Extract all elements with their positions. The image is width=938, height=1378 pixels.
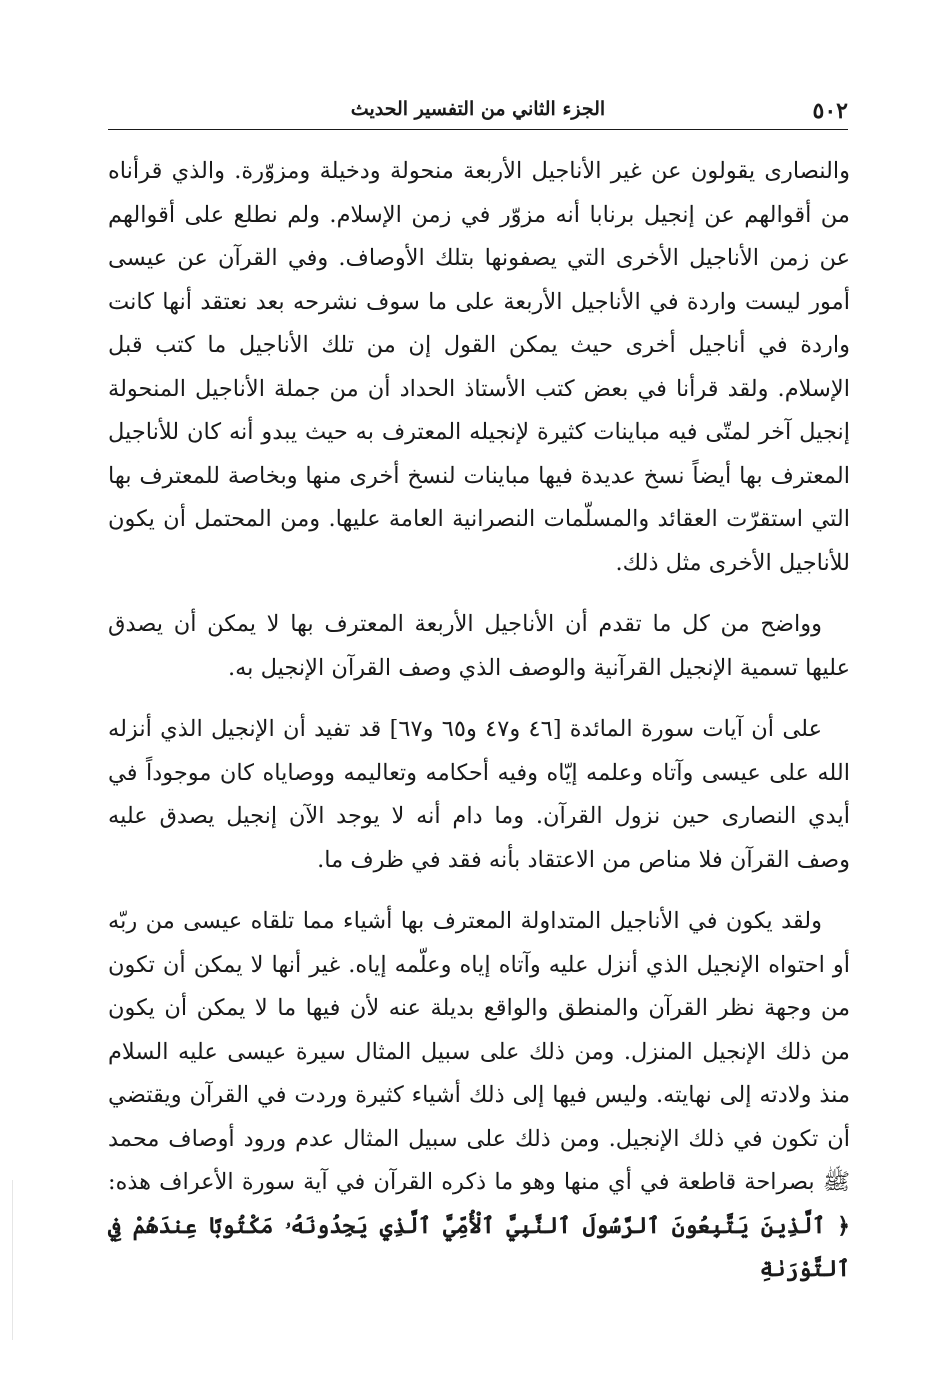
header-divider [108, 129, 848, 130]
body-text [108, 150, 850, 1310]
running-title: الجزء الثاني من التفسير الحديث [350, 98, 606, 120]
page-header [108, 92, 848, 128]
scan-margin-line [12, 1180, 13, 1340]
paragraph-4-text: ولقد يكون في الأناجيل المتداولة المعترف بها أشياء مما تلقاه عيسى من ربّه أو احتواه الإنجيل الذي أنزل عليه وآتاه إياه وعلّمه إياه. غير أنها لا يمكن أن تكون من وجهة نظر القرآن والمنطق والواقع بديلة عنه لأن فيها ما لا يمكن أن يكون من ذلك الإنجيل المنزل. ومن ذلك على سبيل المثال سيرة عيسى عليه السلام منذ ولادته إلى نهايته. وليس فيها إلى ذلك أشياء كثيرة وردت في القرآن ويقتضي أن تكون في ذلك الإنجيل. ومن ذلك على سبيل المثال عدم ورود أوصاف محمد ﷺ بصراحة قاطعة في أي منها وهو ما ذكره القرآن في آية سورة الأعراف هذه: [108, 908, 850, 1195]
paragraph-3: على أن آيات سورة المائدة [٤٦ و٤٧ و٦٥ و٦٧] قد تفيد أن الإنجيل الذي أنزله الله على عيسى وآتاه وعلمه إيّاه وفيه أحكامه وتعاليمه ووصاياه كان موجوداً في أيدي النصارى حين نزول القرآن. وما دام أنه لا يوجد الآن إنجيل يصدق عليه وصف القرآن فلا مناص من الاعتقاد بأنه فقد في ظرف ما. [108, 716, 850, 873]
paragraph-2: وواضح من كل ما تقدم أن الأناجيل الأربعة المعترف بها لا يمكن أن يصدق عليها تسمية الإنجيل القرآنية والوصف الذي وصف القرآن الإنجيل به. [108, 611, 850, 681]
paragraph-1: والنصارى يقولون عن غير الأناجيل الأربعة منحولة ودخيلة ومزوّرة. والذي قرأناه من أقوالهم عن إنجيل برنابا أنه مزوّر في زمن الإسلام. ولم نطلع على أقوالهم عن زمن الأناجيل الأخرى التي يصفونها بتلك الأوصاف. وفي القرآن عن عيسى أمور ليست واردة في الأناجيل الأربعة على ما سوف نشرحه بعد نعتقد أنها كانت واردة في أناجيل أخرى حيث يمكن القول إن من تلك الأناجيل ما كتب قبل الإسلام. ولقد قرأنا في بعض كتب الأستاذ الحداد أن من جملة الأناجيل المنحولة إنجيل آخر لمتّى فيه مباينات كثيرة لإنجيله المعترف به حيث يبدو أنه كان للأناجيل المعترف بها أيضاً نسخ عديدة فيها مباينات لنسخ أخرى منها وبخاصة للمعترف بها التي استقرّت العقائد والمسلّمات النصرانية العامة عليها. ومن المحتمل أن يكون للأناجيل الأخرى مثل ذلك. [108, 158, 850, 576]
quran-verse-fragment: ﴿ ٱلَّذِينَ يَتَّبِعُونَ ٱلرَّسُولَ ٱلنَّبِيَّ ٱلْأُمِّيَّ ٱلَّذِي يَجِدُونَهُۥ مَكْتُوبًا عِندَهُمْ فِي ٱلتَّوْرَىٰةِ [108, 1212, 850, 1282]
page-number: ٥٠٢ [812, 98, 848, 124]
paragraph-4 [108, 900, 850, 1292]
